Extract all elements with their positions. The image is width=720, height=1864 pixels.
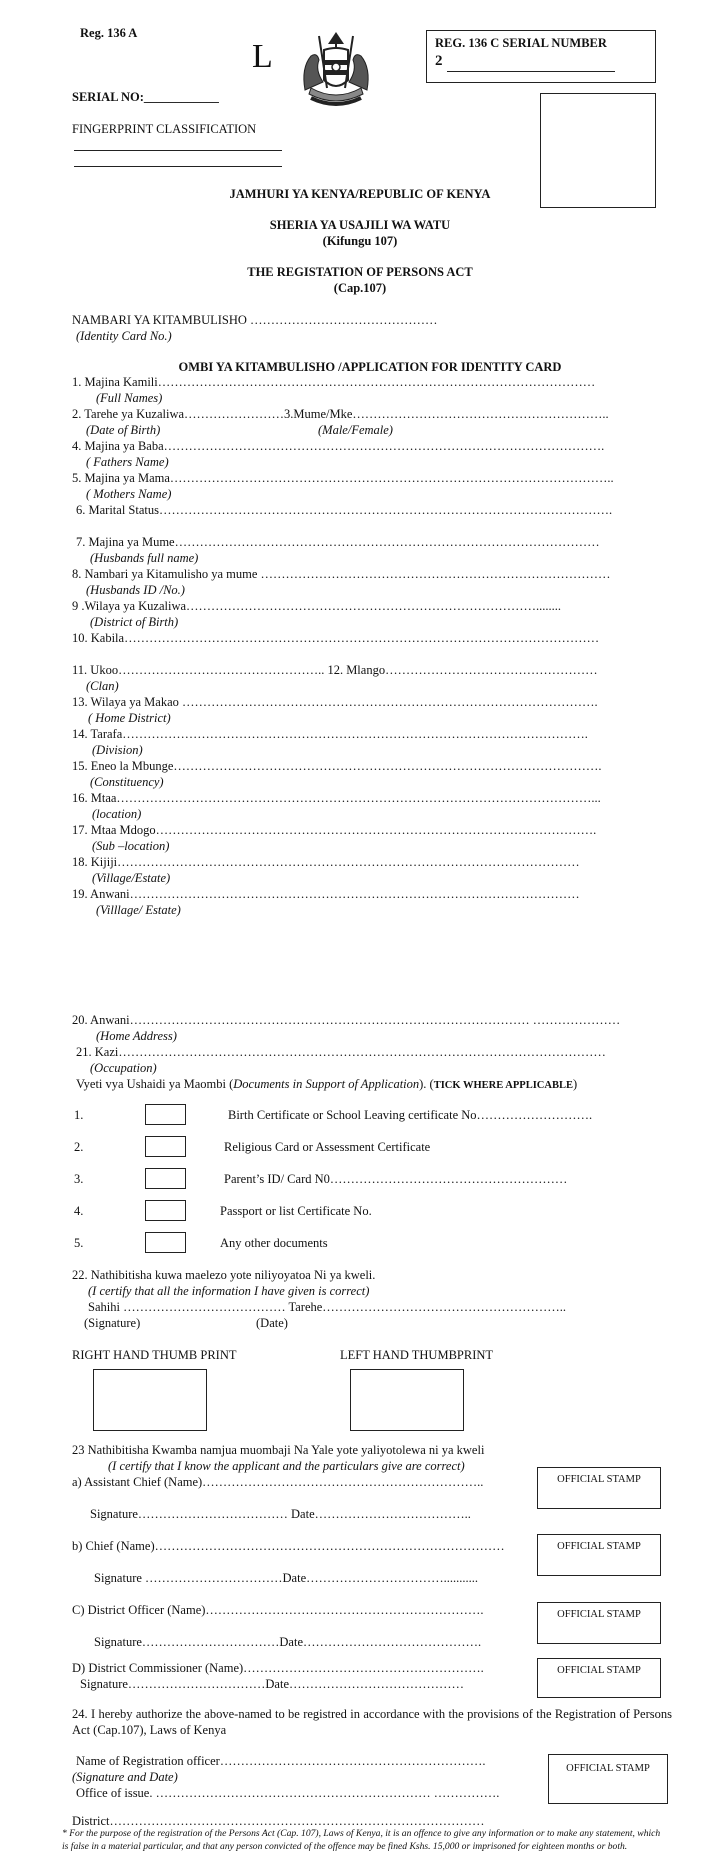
field-mothers-name-en: ( Mothers Name) bbox=[86, 487, 172, 501]
field-occupation[interactable]: 21. Kazi……………………………………………………………………………………………………… bbox=[76, 1045, 606, 1059]
field-full-names-en: (Full Names) bbox=[96, 391, 163, 405]
field-address[interactable]: 19. Anwani……………………………………………………………………………………………… bbox=[72, 887, 580, 901]
id-number-field[interactable]: NAMBARI YA KITAMBULISHO ……………………………………… bbox=[72, 313, 438, 327]
right-thumbprint-box[interactable] bbox=[93, 1369, 207, 1431]
field-husbands-id[interactable]: 8. Nambari ya Kitamulisho ya mume ………………………………………………………………………… bbox=[72, 567, 611, 581]
field-tribe[interactable]: 10. Kabila…………………………………………………………………………………………………… bbox=[72, 631, 600, 645]
serial-number-box bbox=[426, 30, 656, 83]
documents-intro bbox=[76, 1077, 577, 1092]
certify-line: 22. Nathibitisha kuwa maelezo yote niliyoyatoa Ni ya kweli. bbox=[72, 1268, 376, 1282]
field-home-district-en: ( Home District) bbox=[88, 711, 171, 725]
fingerprint-line-2[interactable] bbox=[74, 166, 282, 167]
field-home-address[interactable]: 20. Anwani…………………………………………………………………………………… ………………… bbox=[72, 1013, 621, 1027]
field-husbands-name[interactable]: 7. Majina ya Mume………………………………………………………………………………………… bbox=[76, 535, 600, 549]
act-title-swahili: SHERIA YA USAJILI WA WATU bbox=[269, 218, 451, 232]
field-fathers-name[interactable]: 4. Majina ya Baba……………………………………………………………………………………………. bbox=[72, 439, 605, 453]
documents-intro-sw: Vyeti vya Ushaidi ya Maombi ( bbox=[76, 1077, 234, 1091]
registration-officer-name[interactable]: Name of Registration officer………………………………………………………. bbox=[76, 1754, 486, 1768]
field-village-en: (Village/Estate) bbox=[92, 871, 171, 885]
doc-num-5: 5. bbox=[74, 1236, 84, 1250]
serial-box-title: REG. 136 C SERIAL NUMBER bbox=[435, 36, 607, 50]
field-occupation-en: (Occupation) bbox=[90, 1061, 157, 1075]
regulation-code: Reg. 136 A bbox=[80, 26, 138, 40]
district-commissioner-name[interactable]: D) District Commissioner (Name)…………………………………………………. bbox=[72, 1661, 484, 1675]
field-constituency-en: (Constituency) bbox=[90, 775, 164, 789]
serial-box-value: 2 bbox=[435, 53, 443, 69]
act-title-english: THE REGISTATION OF PERSONS ACT bbox=[247, 265, 473, 279]
coat-of-arms-icon bbox=[297, 30, 375, 112]
field-marital-status[interactable]: 6. Marital Status………………………………………………………………………………………………. bbox=[76, 503, 613, 517]
doc-checkbox-5[interactable] bbox=[145, 1232, 186, 1253]
chief-name[interactable]: b) Chief (Name)………………………………………………………………………… bbox=[72, 1539, 505, 1553]
doc-checkbox-4[interactable] bbox=[145, 1200, 186, 1221]
officials-certify-line-en: (I certify that I know the applicant and the particulars give are correct) bbox=[108, 1459, 465, 1473]
doc-label-5: Any other documents bbox=[220, 1236, 328, 1250]
doc-num-3: 3. bbox=[74, 1172, 84, 1186]
field-division-en: (Division) bbox=[92, 743, 143, 757]
form-letter: L bbox=[252, 38, 273, 75]
field-district-of-birth-en: (District of Birth) bbox=[90, 615, 179, 629]
field-sex-en: (Male/Female) bbox=[318, 423, 393, 437]
fingerprint-line-1[interactable] bbox=[74, 150, 282, 151]
doc-num-2: 2. bbox=[74, 1140, 84, 1154]
left-thumb-label: LEFT HAND THUMBPRINT bbox=[340, 1348, 494, 1362]
right-thumb-label: RIGHT HAND THUMB PRINT bbox=[72, 1348, 237, 1362]
district-commissioner-stamp: OFFICIAL STAMP bbox=[537, 1658, 661, 1698]
field-sub-location-en: (Sub –location) bbox=[92, 839, 170, 853]
chief-stamp: OFFICIAL STAMP bbox=[537, 1534, 661, 1576]
applicant-signature-field[interactable]: Sahihi ………………………………… Tarehe………………………………………………….. bbox=[88, 1300, 567, 1314]
assistant-chief-stamp: OFFICIAL STAMP bbox=[537, 1467, 661, 1509]
documents-intro-en: Documents in Support of Application bbox=[233, 1077, 420, 1091]
district-officer-signature[interactable]: Signature……………………………Date……………………………………. bbox=[94, 1635, 482, 1649]
field-sub-location[interactable]: 17. Mtaa Mdogo……………………………………………………………………………………………. bbox=[72, 823, 597, 837]
assistant-chief-name[interactable]: a) Assistant Chief (Name)………………………………………………………….. bbox=[72, 1475, 484, 1489]
field-date-of-birth-en: (Date of Birth) bbox=[86, 423, 161, 437]
id-number-english: (Identity Card No.) bbox=[76, 329, 172, 343]
serial-box-underline bbox=[447, 71, 615, 72]
certify-line-en: (I certify that all the information I have given is correct) bbox=[88, 1284, 370, 1298]
officials-certify-line: 23 Nathibitisha Kwamba namjua muombaji Na Yale yote yaliyotolewa ni ya kweli bbox=[72, 1443, 485, 1457]
field-location[interactable]: 16. Mtaa……………………………………………………………………………………………………... bbox=[72, 791, 601, 805]
field-home-district[interactable]: 13. Wilaya ya Makao ………………………………………………………………………………………. bbox=[72, 695, 598, 709]
field-husbands-id-en: (Husbands ID /No.) bbox=[86, 583, 185, 597]
act-section-swahili: (Kifungu 107) bbox=[322, 234, 398, 248]
chief-signature[interactable]: Signature ……………………………Date……………………………........... bbox=[94, 1571, 479, 1585]
documents-intro-end: ). ( bbox=[419, 1077, 434, 1091]
doc-label-3: Parent’s ID/ Card N0………………………………………………… bbox=[224, 1172, 568, 1186]
assistant-chief-signature[interactable]: Signature……………………………… Date……………………………….. bbox=[90, 1507, 471, 1521]
tick-instruction: TICK WHERE APPLICABLE bbox=[433, 1080, 573, 1091]
authorization-text: 24. I hereby authorize the above-named to be registred in accordance with the provisions of the Registration of Persons Act (Cap.107), Laws of Kenya bbox=[72, 1707, 672, 1737]
act-chapter: (Cap.107) bbox=[333, 281, 387, 295]
doc-label-4: Passport or list Certificate No. bbox=[220, 1204, 372, 1218]
field-date-of-birth[interactable]: 2. Tarehe ya Kuzaliwa……………………3.Mume/Mke…………………………………………………….. bbox=[72, 407, 609, 421]
field-location-en: (location) bbox=[92, 807, 142, 821]
district-field[interactable]: District……………………………………………………………………………… bbox=[72, 1814, 485, 1828]
field-division[interactable]: 14. Tarafa…………………………………………………………………………………………………. bbox=[72, 727, 588, 741]
field-fathers-name-en: ( Fathers Name) bbox=[86, 455, 169, 469]
application-section-title: OMBI YA KITAMBULISHO /APPLICATION FOR IDENTITY CARD bbox=[178, 360, 562, 374]
photo-box bbox=[540, 93, 656, 208]
district-officer-name[interactable]: C) District Officer (Name)…………………………………………………………. bbox=[72, 1603, 484, 1617]
legal-footnote: * For the purpose of the registration of the Persons Act (Cap. 107), Laws of Kenya, it is an offence to give any information or to make any statement, which is false in a material particular, and that any person convicted of the offence may be fined Kshs. 15,000 or imprisoned for eighteen months or both. bbox=[62, 1828, 661, 1852]
registration-stamp: OFFICIAL STAMP bbox=[548, 1754, 668, 1804]
field-village[interactable]: 18. Kijiji………………………………………………………………………………………………… bbox=[72, 855, 580, 869]
registration-officer-en: (Signature and Date) bbox=[72, 1770, 178, 1784]
doc-checkbox-2[interactable] bbox=[145, 1136, 186, 1157]
serial-no-field[interactable]: SERIAL NO:____________ bbox=[72, 90, 219, 104]
office-of-issue[interactable]: Office of issue. ………………………………………………………… ……………. bbox=[76, 1786, 500, 1800]
left-thumbprint-box[interactable] bbox=[350, 1369, 464, 1431]
field-full-names[interactable]: 1. Majina Kamili…………………………………………………………………………………………… bbox=[72, 375, 596, 389]
field-mothers-name[interactable]: 5. Majina ya Mama…………………………………………………………………………………………….. bbox=[72, 471, 614, 485]
doc-checkbox-1[interactable] bbox=[145, 1104, 186, 1125]
field-district-of-birth[interactable]: 9 .Wilaya ya Kuzaliwa…………………………………………………………………………........ bbox=[72, 599, 562, 613]
doc-label-1: Birth Certificate or School Leaving certificate No………………………. bbox=[228, 1108, 593, 1122]
fingerprint-classification-label: FINGERPRINT CLASSIFICATION bbox=[72, 122, 257, 136]
field-clan-en: (Clan) bbox=[86, 679, 119, 693]
tick-instruction-end: ) bbox=[572, 1077, 578, 1091]
field-clan-and-mlango[interactable]: 11. Ukoo………………………………………….. 12. Mlango…………………………………………… bbox=[72, 663, 598, 677]
field-constituency[interactable]: 15. Eneo la Mbunge…………………………………………………………………………………………. bbox=[72, 759, 602, 773]
doc-checkbox-3[interactable] bbox=[145, 1168, 186, 1189]
republic-title: JAMHURI YA KENYA/REPUBLIC OF KENYA bbox=[229, 187, 491, 201]
field-husbands-name-en: (Husbands full name) bbox=[90, 551, 199, 565]
signature-caption: (Signature) bbox=[84, 1316, 141, 1330]
doc-num-1: 1. bbox=[74, 1108, 84, 1122]
doc-num-4: 4. bbox=[74, 1204, 84, 1218]
doc-label-2: Religious Card or Assessment Certificate bbox=[224, 1140, 431, 1154]
district-officer-stamp: OFFICIAL STAMP bbox=[537, 1602, 661, 1644]
field-address-en: (Villlage/ Estate) bbox=[96, 903, 181, 917]
date-caption: (Date) bbox=[256, 1316, 288, 1330]
field-home-address-en: (Home Address) bbox=[96, 1029, 177, 1043]
district-commissioner-signature[interactable]: Signature……………………………Date…………………………………… bbox=[80, 1677, 465, 1691]
